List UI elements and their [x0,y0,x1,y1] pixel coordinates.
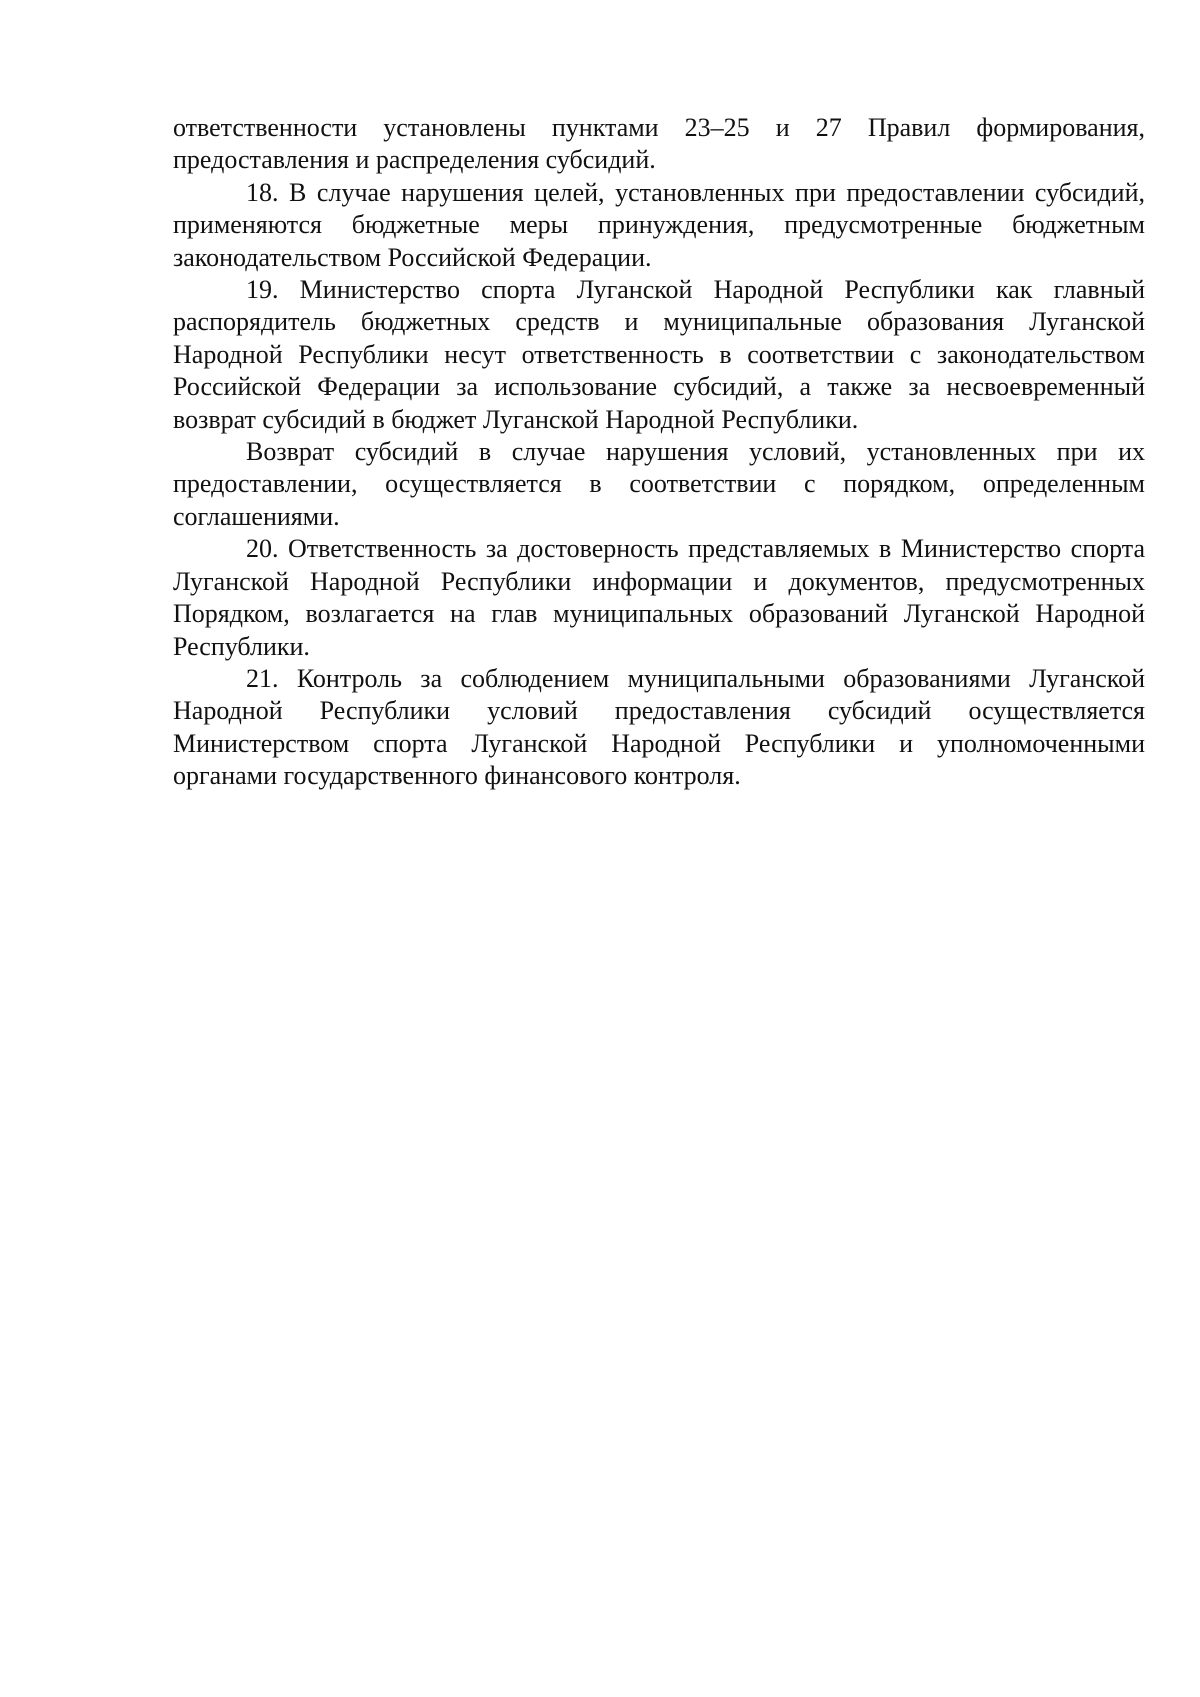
paragraph-number: 18. [246,177,279,207]
paragraph-number: 21. [246,663,279,693]
paragraph-19-continued [173,436,1145,533]
paragraph-text: В случае нарушения целей, установленных при предоставлении субсидий, применяются бюджетные меры принуждения, предусмотренные бюджетным законодательством Российской Федерации. [173,177,1145,272]
paragraph-text: Контроль за соблюдением муниципальными образованиями Луганской Народной Республики условий предоставления субсидий осуществляется Министерством спорта Луганской Народной Республики и уполномоченными органами государственного финансового контроля. [173,663,1145,791]
paragraph-number: 19. [246,275,279,305]
paragraph-text: Министерство спорта Луганской Народной Республики как главный распорядитель бюджетных средств и муниципальные образования Луганской Народной Республики несут ответственность в соответствии с законодательством Российской Федерации за использование субсидий, а также за несвоевременный возврат субсидий в бюджет Луганской Народной Республики. [173,275,1145,434]
paragraph-20 [173,533,1145,663]
paragraph-number: 20. [246,534,279,564]
paragraph-18 [173,177,1145,274]
paragraph-21 [173,663,1145,793]
paragraph-19 [173,274,1145,436]
paragraph-text: Ответственность за достоверность представляемых в Министерство спорта Луганской Народной Республики информации и документов, предусмотренных Порядком, возлагается на глав муниципальных образований Луганской Народной Республики. [173,534,1146,661]
document-body [173,112,1145,793]
paragraph-text: Возврат субсидий в случае нарушения условий, установленных при их предоставлении, осуществляется в соответствии с порядком, определенным соглашениями. [173,437,1145,531]
paragraph-text: ответственности установлены пунктами 23–25 и 27 Правил формирования, предоставления и распределения субсидий. [173,113,1145,175]
paragraph-continuation [173,112,1145,177]
